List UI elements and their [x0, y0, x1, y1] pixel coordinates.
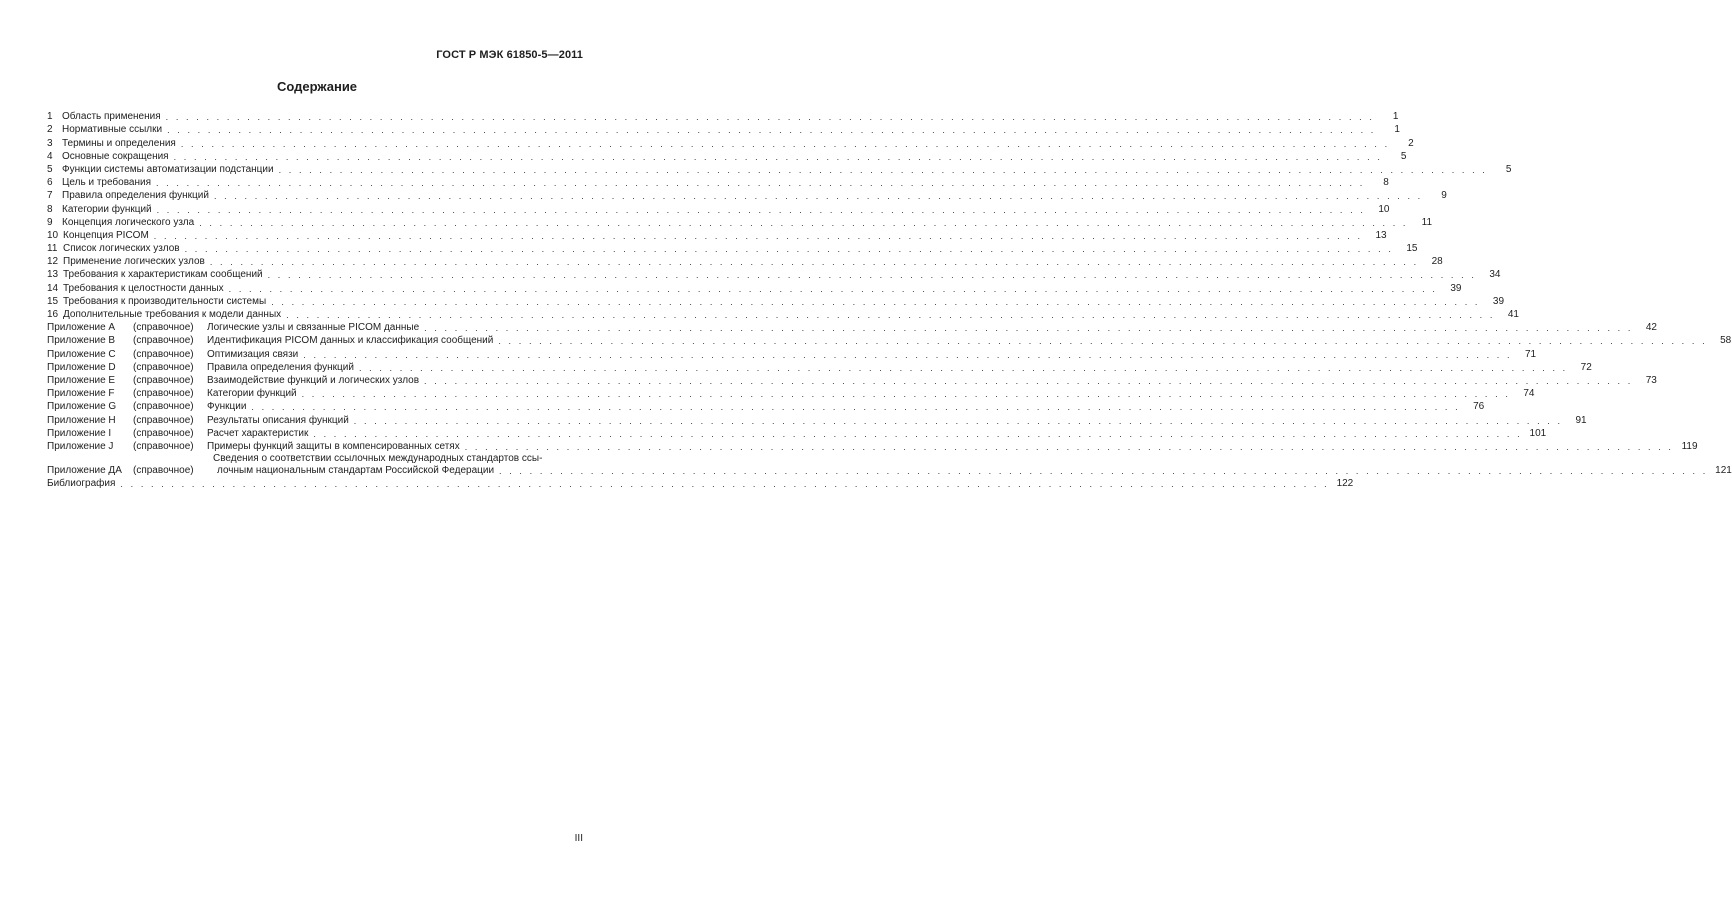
toc-page-number: 41 — [1507, 309, 1519, 320]
toc-entry[interactable] — [47, 242, 1418, 255]
toc-page-number: 119 — [1681, 440, 1698, 452]
toc-entry-title: Цель и требования — [62, 177, 151, 189]
toc-page-number: 76 — [1473, 401, 1485, 413]
toc-entry[interactable] — [47, 123, 1400, 136]
toc-leader-dots — [279, 164, 1488, 176]
toc-leader-dots — [286, 309, 1495, 321]
toc-leader-dots — [229, 283, 1438, 295]
toc-entry-number: 14 — [47, 282, 59, 294]
toc-entry-appendix[interactable] — [47, 400, 1485, 413]
toc-appendix-kind: (справочное) — [133, 322, 194, 334]
toc-entry[interactable] — [47, 295, 1505, 308]
toc-entry-appendix[interactable] — [47, 321, 1657, 334]
toc-entry[interactable] — [47, 136, 1414, 149]
toc-entry-number: 7 — [47, 190, 53, 202]
toc-entry-number: 10 — [47, 229, 59, 241]
toc-appendix-title: Результаты описания функций — [207, 414, 349, 426]
toc-appendix-title: Правила определения функций — [207, 361, 354, 373]
toc-appendix-name: Приложение J — [47, 440, 114, 452]
toc-entry-appendix[interactable] — [47, 334, 1732, 347]
toc-entry[interactable] — [47, 308, 1519, 321]
toc-entry-appendix[interactable] — [47, 347, 1537, 360]
toc-page-number: 5 — [1505, 163, 1512, 175]
toc-appendix-kind: (справочное) — [133, 335, 194, 347]
toc-page-number: 39 — [1450, 282, 1462, 294]
toc-entry-number: 16 — [47, 309, 59, 320]
toc-appendix-name: Приложение G — [47, 401, 117, 413]
toc-leader-dots — [154, 230, 1363, 242]
toc-appendix-kind: (справочное) — [133, 427, 194, 439]
toc-page-number: 28 — [1431, 256, 1443, 268]
toc-leader-dots — [166, 111, 1375, 123]
toc-appendix-title: Оптимизация связи — [207, 348, 299, 360]
toc-entry-title: Требования к производительности системы — [63, 295, 267, 307]
toc-entry-title: Применение логических узлов — [63, 256, 205, 268]
toc-appendix-title-line2-row — [207, 465, 1732, 477]
toc-page-number: 122 — [1336, 478, 1354, 490]
toc-leader-dots — [251, 401, 1460, 413]
toc-leader-dots — [199, 217, 1408, 229]
toc-entry-number: 3 — [47, 137, 53, 149]
toc-entry-title: Функции системы автоматизации подстанции — [62, 163, 274, 175]
toc-leader-dots — [268, 269, 1477, 281]
toc-page-number: 13 — [1375, 229, 1387, 241]
toc-page-number: 58 — [1720, 335, 1732, 347]
toc-appendix-kind: (справочное) — [133, 374, 194, 386]
toc-appendix-kind: (справочное) — [133, 388, 194, 400]
toc-entry-number: 8 — [47, 203, 53, 215]
toc-appendix-title: Функции — [207, 401, 247, 413]
toc-leader-dots — [302, 388, 1511, 400]
toc-leader-dots — [120, 478, 1329, 490]
toc-page-number: 34 — [1489, 269, 1501, 281]
toc-entry-appendix-da[interactable] — [47, 452, 1732, 477]
toc-entry-title: Требования к характеристикам сообщений — [63, 269, 263, 281]
toc-leader-dots — [354, 415, 1563, 427]
toc-entry-title: Основные сокращения — [62, 150, 169, 162]
table-of-contents — [47, 110, 1732, 490]
toc-page-number: 39 — [1492, 295, 1505, 307]
toc-entry-title: Библиография — [47, 478, 116, 490]
toc-appendix-title: Идентификация PICOM данных и классификация сообщений — [207, 335, 494, 347]
toc-appendix-title: Взаимодействие функций и логических узлов — [207, 374, 420, 386]
toc-appendix-name: Приложение A — [47, 322, 116, 334]
toc-entry-title: Категории функций — [62, 203, 152, 215]
toc-appendix-name: Приложение C — [47, 348, 116, 360]
toc-entry[interactable] — [47, 189, 1447, 202]
toc-entry-appendix[interactable] — [47, 413, 1587, 426]
toc-appendix-name: Приложение ДА — [47, 464, 122, 476]
toc-entry[interactable] — [47, 255, 1443, 268]
toc-leader-dots — [210, 256, 1419, 268]
toc-entry-number: 5 — [47, 163, 53, 175]
toc-appendix-kind: (справочное) — [133, 348, 194, 360]
toc-appendix-name: Приложение F — [47, 388, 115, 400]
toc-entry-appendix[interactable] — [47, 427, 1547, 440]
toc-page-number: 9 — [1441, 190, 1447, 202]
toc-page-number: 71 — [1524, 348, 1537, 360]
toc-page-number: 1 — [1392, 111, 1399, 123]
toc-entry-title: Требования к целостности данных — [63, 282, 224, 294]
toc-entry-number: 13 — [47, 269, 59, 281]
toc-entry-number: 11 — [47, 243, 58, 255]
toc-appendix-name: Приложение I — [47, 427, 112, 439]
toc-leader-dots — [303, 349, 1512, 361]
toc-leader-dots — [313, 428, 1522, 440]
toc-entry-title: Список логических узлов — [63, 243, 180, 255]
toc-entry[interactable] — [47, 268, 1501, 281]
toc-entry-appendix[interactable] — [47, 361, 1592, 374]
toc-appendices — [47, 321, 1732, 453]
toc-appendix-kind: (справочное) — [133, 401, 194, 413]
toc-appendix-title: Расчет характеристик — [207, 427, 309, 439]
toc-leader-dots — [424, 375, 1633, 387]
toc-appendix-kind: (справочное) — [133, 440, 194, 452]
toc-leader-dots — [465, 441, 1674, 453]
toc-leader-dots — [359, 362, 1568, 374]
toc-entry[interactable] — [47, 229, 1387, 242]
toc-page-number: 11 — [1421, 216, 1433, 228]
toc-entry-title: Нормативные ссылки — [62, 124, 163, 136]
toc-leader-dots — [498, 335, 1707, 347]
toc-leader-dots — [157, 204, 1366, 216]
toc-page-number: 72 — [1580, 361, 1592, 373]
toc-title: Содержание — [276, 79, 358, 94]
toc-page-number: 73 — [1645, 374, 1657, 386]
toc-appendix-title: Логические узлы и связанные PICOM данные — [207, 322, 420, 334]
document-standard-header: ГОСТ Р МЭК 61850-5—2011 — [436, 49, 583, 61]
toc-entry-appendix[interactable] — [47, 387, 1535, 400]
toc-entry-title: Термины и определения — [62, 137, 176, 149]
toc-appendix-title-line2: лочным национальным стандартам Российской Федерации — [217, 464, 495, 476]
toc-page-number: 2 — [1408, 137, 1414, 149]
toc-appendix-title-block — [207, 453, 1732, 477]
toc-page-number: 15 — [1406, 243, 1418, 255]
toc-page-number: 8 — [1383, 177, 1389, 189]
toc-appendix-name: Приложение D — [47, 361, 116, 373]
toc-leader-dots — [424, 322, 1633, 334]
toc-appendix-name: Приложение H — [47, 414, 116, 426]
toc-appendix-kind: (справочное) — [133, 464, 194, 476]
toc-leader-dots — [185, 243, 1394, 255]
toc-entry-number: 15 — [47, 295, 59, 307]
toc-entry-appendix[interactable] — [47, 440, 1698, 453]
toc-entry-number: 6 — [47, 177, 53, 189]
toc-appendix-title-line1: Сведения о соответствии ссылочных международных стандартов ссы- — [213, 452, 543, 464]
toc-page-number: 10 — [1378, 203, 1390, 215]
toc-entry[interactable] — [47, 202, 1390, 215]
toc-entry[interactable] — [47, 176, 1389, 189]
toc-entry-number: 4 — [47, 150, 53, 162]
toc-entry[interactable] — [47, 110, 1399, 123]
toc-entry-number: 12 — [47, 256, 59, 268]
toc-entry-title: Правила определения функций — [62, 190, 209, 202]
toc-leader-dots — [174, 151, 1383, 163]
toc-leader-dots — [156, 177, 1365, 189]
toc-entry-number: 1 — [47, 111, 53, 123]
toc-page-number: 101 — [1529, 427, 1547, 439]
toc-leader-dots — [499, 465, 1708, 477]
toc-appendix-title: Категории функций — [207, 388, 297, 400]
toc-appendix-name: Приложение E — [47, 374, 116, 386]
toc-page-number: 121 — [1715, 464, 1732, 476]
toc-appendix-name: Приложение B — [47, 335, 116, 347]
toc-page-number: 1 — [1394, 124, 1400, 136]
toc-sections — [47, 110, 1519, 321]
toc-page-number: 74 — [1523, 388, 1535, 400]
toc-leader-dots — [167, 124, 1376, 136]
toc-page-number: 42 — [1645, 322, 1657, 334]
toc-entry[interactable] — [47, 281, 1462, 294]
toc-appendix-kind: (справочное) — [133, 414, 194, 426]
toc-leader-dots — [181, 138, 1390, 150]
toc-entry-number: 9 — [47, 216, 53, 228]
toc-entry-appendix[interactable] — [47, 374, 1657, 387]
toc-appendix-title: Примеры функций защиты в компенсированных сетях — [207, 440, 460, 452]
toc-entry-title: Дополнительные требования к модели данных — [63, 309, 282, 320]
toc-leader-dots — [214, 190, 1423, 202]
toc-entry-title: Концепция логического узла — [62, 216, 195, 228]
toc-entry[interactable] — [47, 150, 1407, 163]
toc-entry-title: Концепция PICOM — [63, 229, 149, 241]
page-number: III — [574, 833, 583, 844]
toc-entry[interactable] — [47, 216, 1433, 229]
toc-entry-title: Область применения — [62, 111, 161, 123]
toc-page-number: 91 — [1575, 414, 1587, 426]
toc-entry-bibliography[interactable] — [47, 477, 1354, 490]
toc-page-number: 5 — [1400, 150, 1407, 162]
toc-leader-dots — [271, 296, 1480, 308]
toc-appendix-kind: (справочное) — [133, 361, 194, 373]
toc-entry[interactable] — [47, 163, 1512, 176]
toc-entry-number: 2 — [47, 124, 53, 136]
